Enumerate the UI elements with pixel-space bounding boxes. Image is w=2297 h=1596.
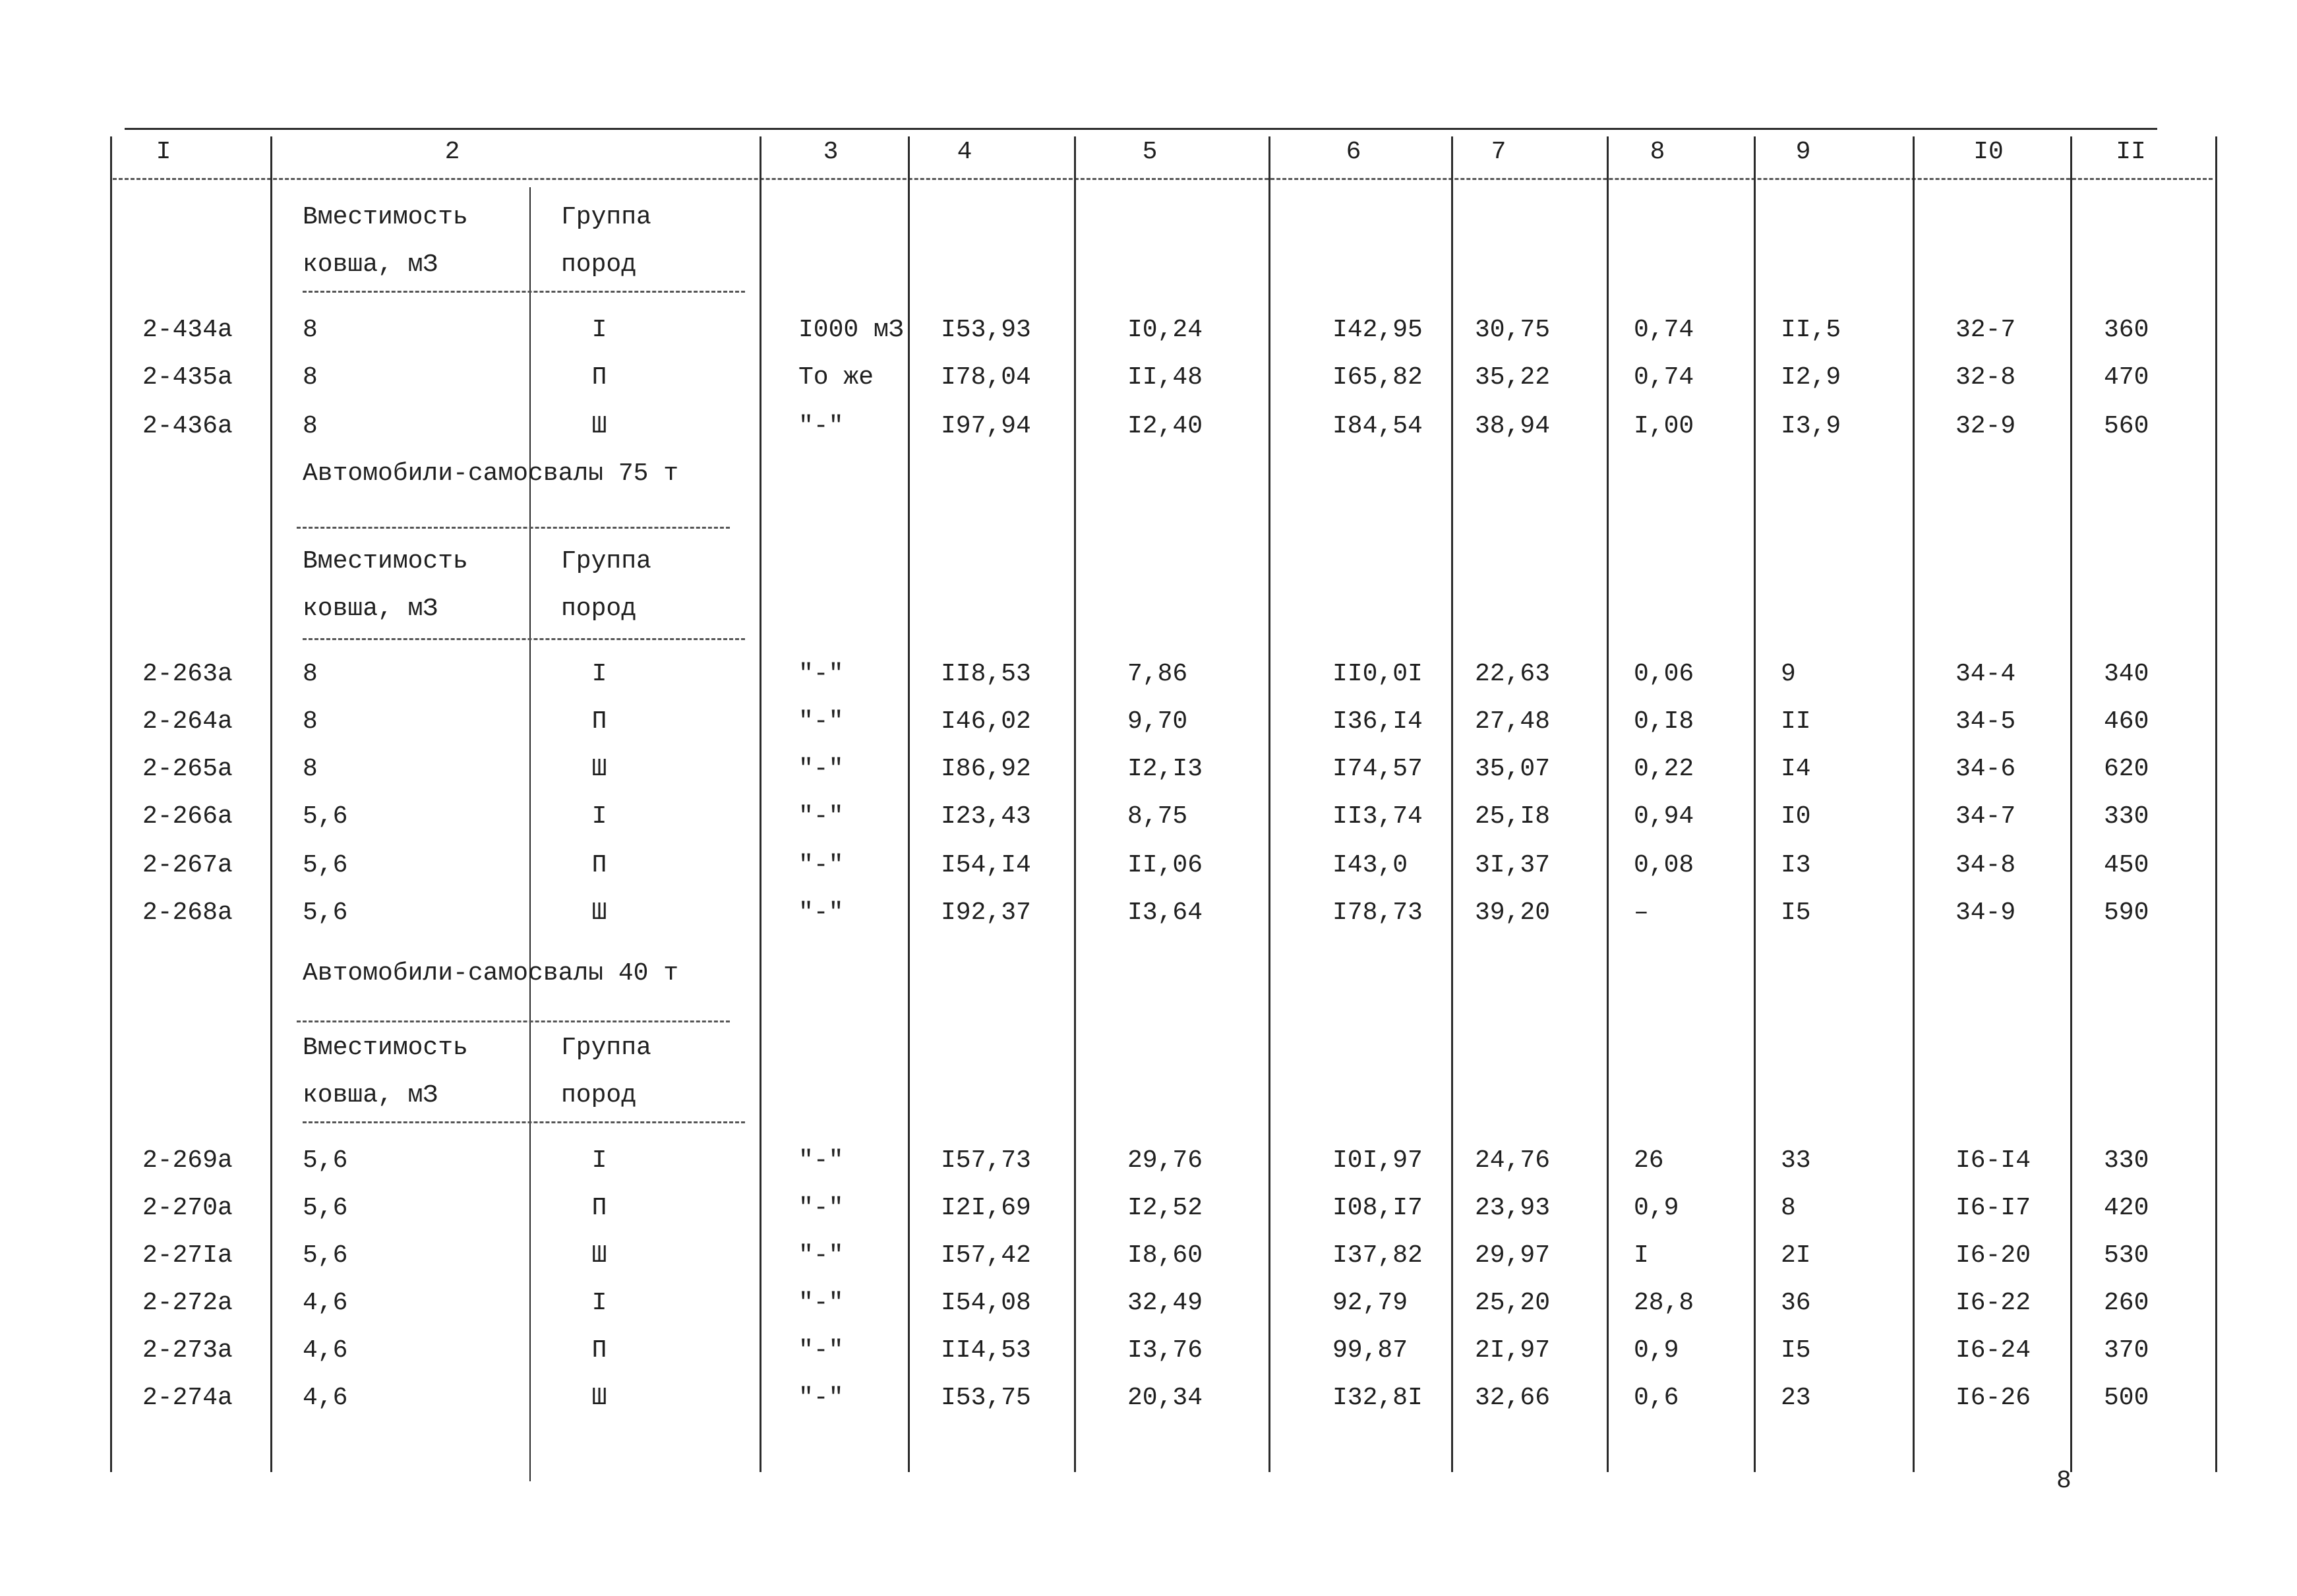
table-cell-c9: I4 bbox=[1781, 755, 1811, 783]
table-cell-c9: I3 bbox=[1781, 851, 1811, 879]
column-divider bbox=[1074, 136, 1076, 1472]
column-header: 7 bbox=[1491, 138, 1506, 166]
column-header: 2 bbox=[444, 138, 460, 166]
table-cell-c11: 590 bbox=[2104, 899, 2149, 927]
subheader-underline bbox=[303, 291, 745, 293]
table-cell-code: 2-435а bbox=[142, 363, 233, 392]
table-cell-c7: 3I,37 bbox=[1475, 851, 1551, 879]
section-title-underline bbox=[297, 1020, 730, 1022]
table-cell-code: 2-27Iа bbox=[142, 1241, 233, 1270]
table-cell-group: Ш bbox=[591, 412, 607, 440]
table-cell-c6: I84,54 bbox=[1332, 412, 1423, 440]
table-cell-c8: 0,74 bbox=[1634, 316, 1694, 344]
table-cell-group: I bbox=[591, 316, 607, 344]
table-cell-capacity: 8 bbox=[303, 660, 318, 688]
table-cell-c11: 340 bbox=[2104, 660, 2149, 688]
table-cell-unit: "-" bbox=[798, 1146, 844, 1175]
table-cell-c10: I6-26 bbox=[1955, 1384, 2031, 1412]
table-cell-c9: 33 bbox=[1781, 1146, 1811, 1175]
column-header: 9 bbox=[1795, 138, 1811, 166]
table-cell-c11: 500 bbox=[2104, 1384, 2149, 1412]
table-cell-c9: I5 bbox=[1781, 899, 1811, 927]
table-cell-c4: I54,I4 bbox=[941, 851, 1031, 879]
table-cell-capacity: 4,6 bbox=[303, 1384, 348, 1412]
table-cell-c10: 34-9 bbox=[1955, 899, 2016, 927]
column-divider bbox=[1913, 136, 1915, 1472]
table-cell-c7: 39,20 bbox=[1475, 899, 1551, 927]
table-cell-c5: II,48 bbox=[1127, 363, 1203, 392]
table-cell-c4: II8,53 bbox=[941, 660, 1031, 688]
table-cell-group: Ш bbox=[591, 1241, 607, 1270]
table-cell-group: П bbox=[591, 851, 607, 879]
table-cell-c7: 25,20 bbox=[1475, 1289, 1551, 1317]
table-cell-c5: I3,64 bbox=[1127, 899, 1203, 927]
table-cell-c5: 29,76 bbox=[1127, 1146, 1203, 1175]
table-cell-c4: I97,94 bbox=[941, 412, 1031, 440]
table-cell-c8: 28,8 bbox=[1634, 1289, 1694, 1317]
table-cell-c10: 32-7 bbox=[1955, 316, 2016, 344]
table-cell-capacity: 4,6 bbox=[303, 1289, 348, 1317]
table-cell-c7: 29,97 bbox=[1475, 1241, 1551, 1270]
table-cell-unit: "-" bbox=[798, 1289, 844, 1317]
table-cell-c8: I,00 bbox=[1634, 412, 1694, 440]
group-header: пород bbox=[561, 251, 637, 279]
table-cell-code: 2-270а bbox=[142, 1194, 233, 1222]
table-cell-c11: 420 bbox=[2104, 1194, 2149, 1222]
table-cell-unit: "-" bbox=[798, 412, 844, 440]
table-cell-c9: II,5 bbox=[1781, 316, 1841, 344]
table-cell-capacity: 4,6 bbox=[303, 1336, 348, 1365]
table-cell-c9: 36 bbox=[1781, 1289, 1811, 1317]
table-cell-unit: "-" bbox=[798, 1194, 844, 1222]
table-cell-c9: I5 bbox=[1781, 1336, 1811, 1365]
table-cell-c8: – bbox=[1634, 899, 1649, 927]
table-cell-c10: I6-24 bbox=[1955, 1336, 2031, 1365]
table-cell-c9: 23 bbox=[1781, 1384, 1811, 1412]
table-cell-c4: I86,92 bbox=[941, 755, 1031, 783]
column-header: 8 bbox=[1650, 138, 1665, 166]
table-cell-c9: I2,9 bbox=[1781, 363, 1841, 392]
table-cell-c9: 8 bbox=[1781, 1194, 1796, 1222]
table-cell-c5: II,06 bbox=[1127, 851, 1203, 879]
table-cell-c11: 330 bbox=[2104, 1146, 2149, 1175]
table-cell-c8: I bbox=[1634, 1241, 1649, 1270]
table-cell-c9: I0 bbox=[1781, 802, 1811, 831]
table-cell-c5: 9,70 bbox=[1127, 707, 1188, 736]
table-cell-c11: 460 bbox=[2104, 707, 2149, 736]
table-cell-c10: I6-I4 bbox=[1955, 1146, 2031, 1175]
table-cell-c6: I37,82 bbox=[1332, 1241, 1423, 1270]
table-cell-c6: I08,I7 bbox=[1332, 1194, 1423, 1222]
table-cell-capacity: 8 bbox=[303, 363, 318, 392]
table-cell-c5: 32,49 bbox=[1127, 1289, 1203, 1317]
table-cell-group: Ш bbox=[591, 1384, 607, 1412]
table-cell-c4: I54,08 bbox=[941, 1289, 1031, 1317]
table-cell-c6: II3,74 bbox=[1332, 802, 1423, 831]
table-cell-c7: 23,93 bbox=[1475, 1194, 1551, 1222]
table-cell-c4: I57,73 bbox=[941, 1146, 1031, 1175]
table-cell-code: 2-263а bbox=[142, 660, 233, 688]
table-cell-c11: 330 bbox=[2104, 802, 2149, 831]
table-cell-c7: 27,48 bbox=[1475, 707, 1551, 736]
table-cell-c4: I53,75 bbox=[941, 1384, 1031, 1412]
table-cell-c8: 0,9 bbox=[1634, 1194, 1679, 1222]
table-cell-c4: I78,04 bbox=[941, 363, 1031, 392]
capacity-header: ковша, мЗ bbox=[303, 251, 438, 279]
table-cell-c4: II4,53 bbox=[941, 1336, 1031, 1365]
table-cell-c8: 0,9 bbox=[1634, 1336, 1679, 1365]
table-cell-capacity: 5,6 bbox=[303, 802, 348, 831]
capacity-header: Вместимость bbox=[303, 203, 468, 231]
column-divider bbox=[1451, 136, 1453, 1472]
table-cell-c11: 620 bbox=[2104, 755, 2149, 783]
table-cell-capacity: 8 bbox=[303, 412, 318, 440]
table-cell-c11: 560 bbox=[2104, 412, 2149, 440]
table-cell-c10: 34-8 bbox=[1955, 851, 2016, 879]
subheader-underline bbox=[303, 638, 745, 640]
section-title: Автомобили-самосвалы 40 т bbox=[303, 959, 679, 988]
table-cell-capacity: 5,6 bbox=[303, 1241, 348, 1270]
table-cell-c7: 35,07 bbox=[1475, 755, 1551, 783]
table-cell-code: 2-273а bbox=[142, 1336, 233, 1365]
table-cell-c11: 260 bbox=[2104, 1289, 2149, 1317]
group-header: пород bbox=[561, 595, 637, 623]
table-cell-capacity: 8 bbox=[303, 316, 318, 344]
table-cell-c11: 360 bbox=[2104, 316, 2149, 344]
table-cell-code: 2-272а bbox=[142, 1289, 233, 1317]
capacity-header: ковша, мЗ bbox=[303, 1081, 438, 1109]
column-divider bbox=[1607, 136, 1609, 1472]
table-cell-c6: I78,73 bbox=[1332, 899, 1423, 927]
table-cell-c5: 20,34 bbox=[1127, 1384, 1203, 1412]
column-divider bbox=[2070, 136, 2072, 1472]
capacity-header: Вместимость bbox=[303, 1034, 468, 1062]
table-cell-code: 2-265а bbox=[142, 755, 233, 783]
table-cell-code: 2-268а bbox=[142, 899, 233, 927]
header-rule bbox=[113, 178, 2213, 180]
column-header: 6 bbox=[1346, 138, 1361, 166]
table-cell-c7: 22,63 bbox=[1475, 660, 1551, 688]
table-cell-capacity: 5,6 bbox=[303, 1194, 348, 1222]
table-cell-c8: 0,08 bbox=[1634, 851, 1694, 879]
table-cell-c11: 470 bbox=[2104, 363, 2149, 392]
table-cell-c6: I0I,97 bbox=[1332, 1146, 1423, 1175]
column-divider bbox=[110, 136, 112, 1472]
table-cell-c8: 0,94 bbox=[1634, 802, 1694, 831]
table-cell-capacity: 5,6 bbox=[303, 851, 348, 879]
table-cell-group: I bbox=[591, 1289, 607, 1317]
table-cell-c10: 32-9 bbox=[1955, 412, 2016, 440]
table-cell-c7: 32,66 bbox=[1475, 1384, 1551, 1412]
table-cell-c4: I46,02 bbox=[941, 707, 1031, 736]
table-cell-code: 2-266а bbox=[142, 802, 233, 831]
section-title-underline bbox=[297, 527, 730, 529]
table-cell-c4: I2I,69 bbox=[941, 1194, 1031, 1222]
table-cell-group: I bbox=[591, 660, 607, 688]
table-cell-c5: I2,52 bbox=[1127, 1194, 1203, 1222]
table-cell-c7: 25,I8 bbox=[1475, 802, 1551, 831]
table-cell-unit: "-" bbox=[798, 851, 844, 879]
table-cell-c8: 26 bbox=[1634, 1146, 1664, 1175]
table-cell-code: 2-274а bbox=[142, 1384, 233, 1412]
group-header: Группа bbox=[561, 1034, 651, 1062]
table-cell-c8: 0,6 bbox=[1634, 1384, 1679, 1412]
table-cell-group: П bbox=[591, 1336, 607, 1365]
table-cell-c4: I23,43 bbox=[941, 802, 1031, 831]
table-cell-c9: I3,9 bbox=[1781, 412, 1841, 440]
column-divider bbox=[908, 136, 910, 1472]
table-cell-c10: 32-8 bbox=[1955, 363, 2016, 392]
column-header: I0 bbox=[1973, 138, 2004, 166]
table-cell-c6: I42,95 bbox=[1332, 316, 1423, 344]
table-cell-unit: "-" bbox=[798, 1241, 844, 1270]
column-divider bbox=[2215, 136, 2217, 1472]
table-cell-group: I bbox=[591, 1146, 607, 1175]
column-header: 4 bbox=[957, 138, 972, 166]
column-header: II bbox=[2116, 138, 2146, 166]
table-cell-c4: I92,37 bbox=[941, 899, 1031, 927]
table-cell-unit: То же bbox=[798, 363, 874, 392]
table-cell-unit: "-" bbox=[798, 707, 844, 736]
table-cell-capacity: 5,6 bbox=[303, 899, 348, 927]
group-header: Группа bbox=[561, 547, 651, 576]
table-cell-group: П bbox=[591, 707, 607, 736]
table-cell-unit: "-" bbox=[798, 1336, 844, 1365]
table-cell-c10: 34-7 bbox=[1955, 802, 2016, 831]
column-divider bbox=[1754, 136, 1756, 1472]
table-cell-code: 2-264а bbox=[142, 707, 233, 736]
table-cell-c8: 0,I8 bbox=[1634, 707, 1694, 736]
capacity-header: Вместимость bbox=[303, 547, 468, 576]
table-cell-unit: "-" bbox=[798, 755, 844, 783]
group-header: пород bbox=[561, 1081, 637, 1109]
column-divider bbox=[1268, 136, 1270, 1472]
table-cell-c11: 530 bbox=[2104, 1241, 2149, 1270]
table-cell-c4: I57,42 bbox=[941, 1241, 1031, 1270]
table-cell-c10: I6-I7 bbox=[1955, 1194, 2031, 1222]
column-divider bbox=[270, 136, 272, 1472]
column-divider bbox=[760, 136, 761, 1472]
table-cell-c8: 0,22 bbox=[1634, 755, 1694, 783]
table-cell-c6: 99,87 bbox=[1332, 1336, 1408, 1365]
table-cell-capacity: 8 bbox=[303, 707, 318, 736]
table-cell-c10: 34-5 bbox=[1955, 707, 2016, 736]
table-cell-c4: I53,93 bbox=[941, 316, 1031, 344]
table-cell-c6: II0,0I bbox=[1332, 660, 1423, 688]
table-cell-c5: 7,86 bbox=[1127, 660, 1188, 688]
subheader-divider bbox=[529, 187, 531, 294]
table-cell-c6: I36,I4 bbox=[1332, 707, 1423, 736]
table-cell-c8: 0,06 bbox=[1634, 660, 1694, 688]
table-cell-c7: 30,75 bbox=[1475, 316, 1551, 344]
table-cell-group: Ш bbox=[591, 899, 607, 927]
table-cell-code: 2-267а bbox=[142, 851, 233, 879]
table-cell-group: I bbox=[591, 802, 607, 831]
table-cell-code: 2-269а bbox=[142, 1146, 233, 1175]
table-cell-c6: I43,0 bbox=[1332, 851, 1408, 879]
table-cell-capacity: 8 bbox=[303, 755, 318, 783]
table-cell-group: П bbox=[591, 363, 607, 392]
table-cell-c7: 38,94 bbox=[1475, 412, 1551, 440]
column-header: 3 bbox=[823, 138, 839, 166]
table-cell-c5: I0,24 bbox=[1127, 316, 1203, 344]
table-cell-c8: 0,74 bbox=[1634, 363, 1694, 392]
table-cell-c5: 8,75 bbox=[1127, 802, 1188, 831]
table-cell-c5: I3,76 bbox=[1127, 1336, 1203, 1365]
table-cell-c10: 34-4 bbox=[1955, 660, 2016, 688]
column-header: I bbox=[156, 138, 171, 166]
table-cell-unit: I000 мЗ bbox=[798, 316, 904, 344]
table-cell-group: П bbox=[591, 1194, 607, 1222]
table-cell-c11: 450 bbox=[2104, 851, 2149, 879]
group-header: Группа bbox=[561, 203, 651, 231]
table-cell-c7: 24,76 bbox=[1475, 1146, 1551, 1175]
table-cell-c10: I6-22 bbox=[1955, 1289, 2031, 1317]
section-title: Автомобили-самосвалы 75 т bbox=[303, 459, 679, 488]
page-number: 8 bbox=[2056, 1467, 2072, 1495]
table-cell-c10: I6-20 bbox=[1955, 1241, 2031, 1270]
subheader-underline bbox=[303, 1121, 745, 1123]
table-cell-c9: 2I bbox=[1781, 1241, 1811, 1270]
table-cell-c7: 35,22 bbox=[1475, 363, 1551, 392]
table-cell-capacity: 5,6 bbox=[303, 1146, 348, 1175]
table-cell-c10: 34-6 bbox=[1955, 755, 2016, 783]
table-cell-c11: 370 bbox=[2104, 1336, 2149, 1365]
table-cell-unit: "-" bbox=[798, 660, 844, 688]
table-cell-code: 2-436а bbox=[142, 412, 233, 440]
table-cell-c6: 92,79 bbox=[1332, 1289, 1408, 1317]
table-cell-c7: 2I,97 bbox=[1475, 1336, 1551, 1365]
table-cell-c6: I32,8I bbox=[1332, 1384, 1423, 1412]
table-cell-unit: "-" bbox=[798, 802, 844, 831]
column-header: 5 bbox=[1142, 138, 1158, 166]
table-cell-c9: 9 bbox=[1781, 660, 1796, 688]
table-cell-unit: "-" bbox=[798, 1384, 844, 1412]
table-cell-c5: I8,60 bbox=[1127, 1241, 1203, 1270]
table-cell-code: 2-434а bbox=[142, 316, 233, 344]
table-cell-c5: I2,I3 bbox=[1127, 755, 1203, 783]
table-cell-c9: II bbox=[1781, 707, 1811, 736]
table-cell-c5: I2,40 bbox=[1127, 412, 1203, 440]
table-cell-group: Ш bbox=[591, 755, 607, 783]
table-cell-c6: I65,82 bbox=[1332, 363, 1423, 392]
table-cell-c6: I74,57 bbox=[1332, 755, 1423, 783]
capacity-header: ковша, мЗ bbox=[303, 595, 438, 623]
table-cell-unit: "-" bbox=[798, 899, 844, 927]
table-top-rule bbox=[125, 128, 2157, 130]
